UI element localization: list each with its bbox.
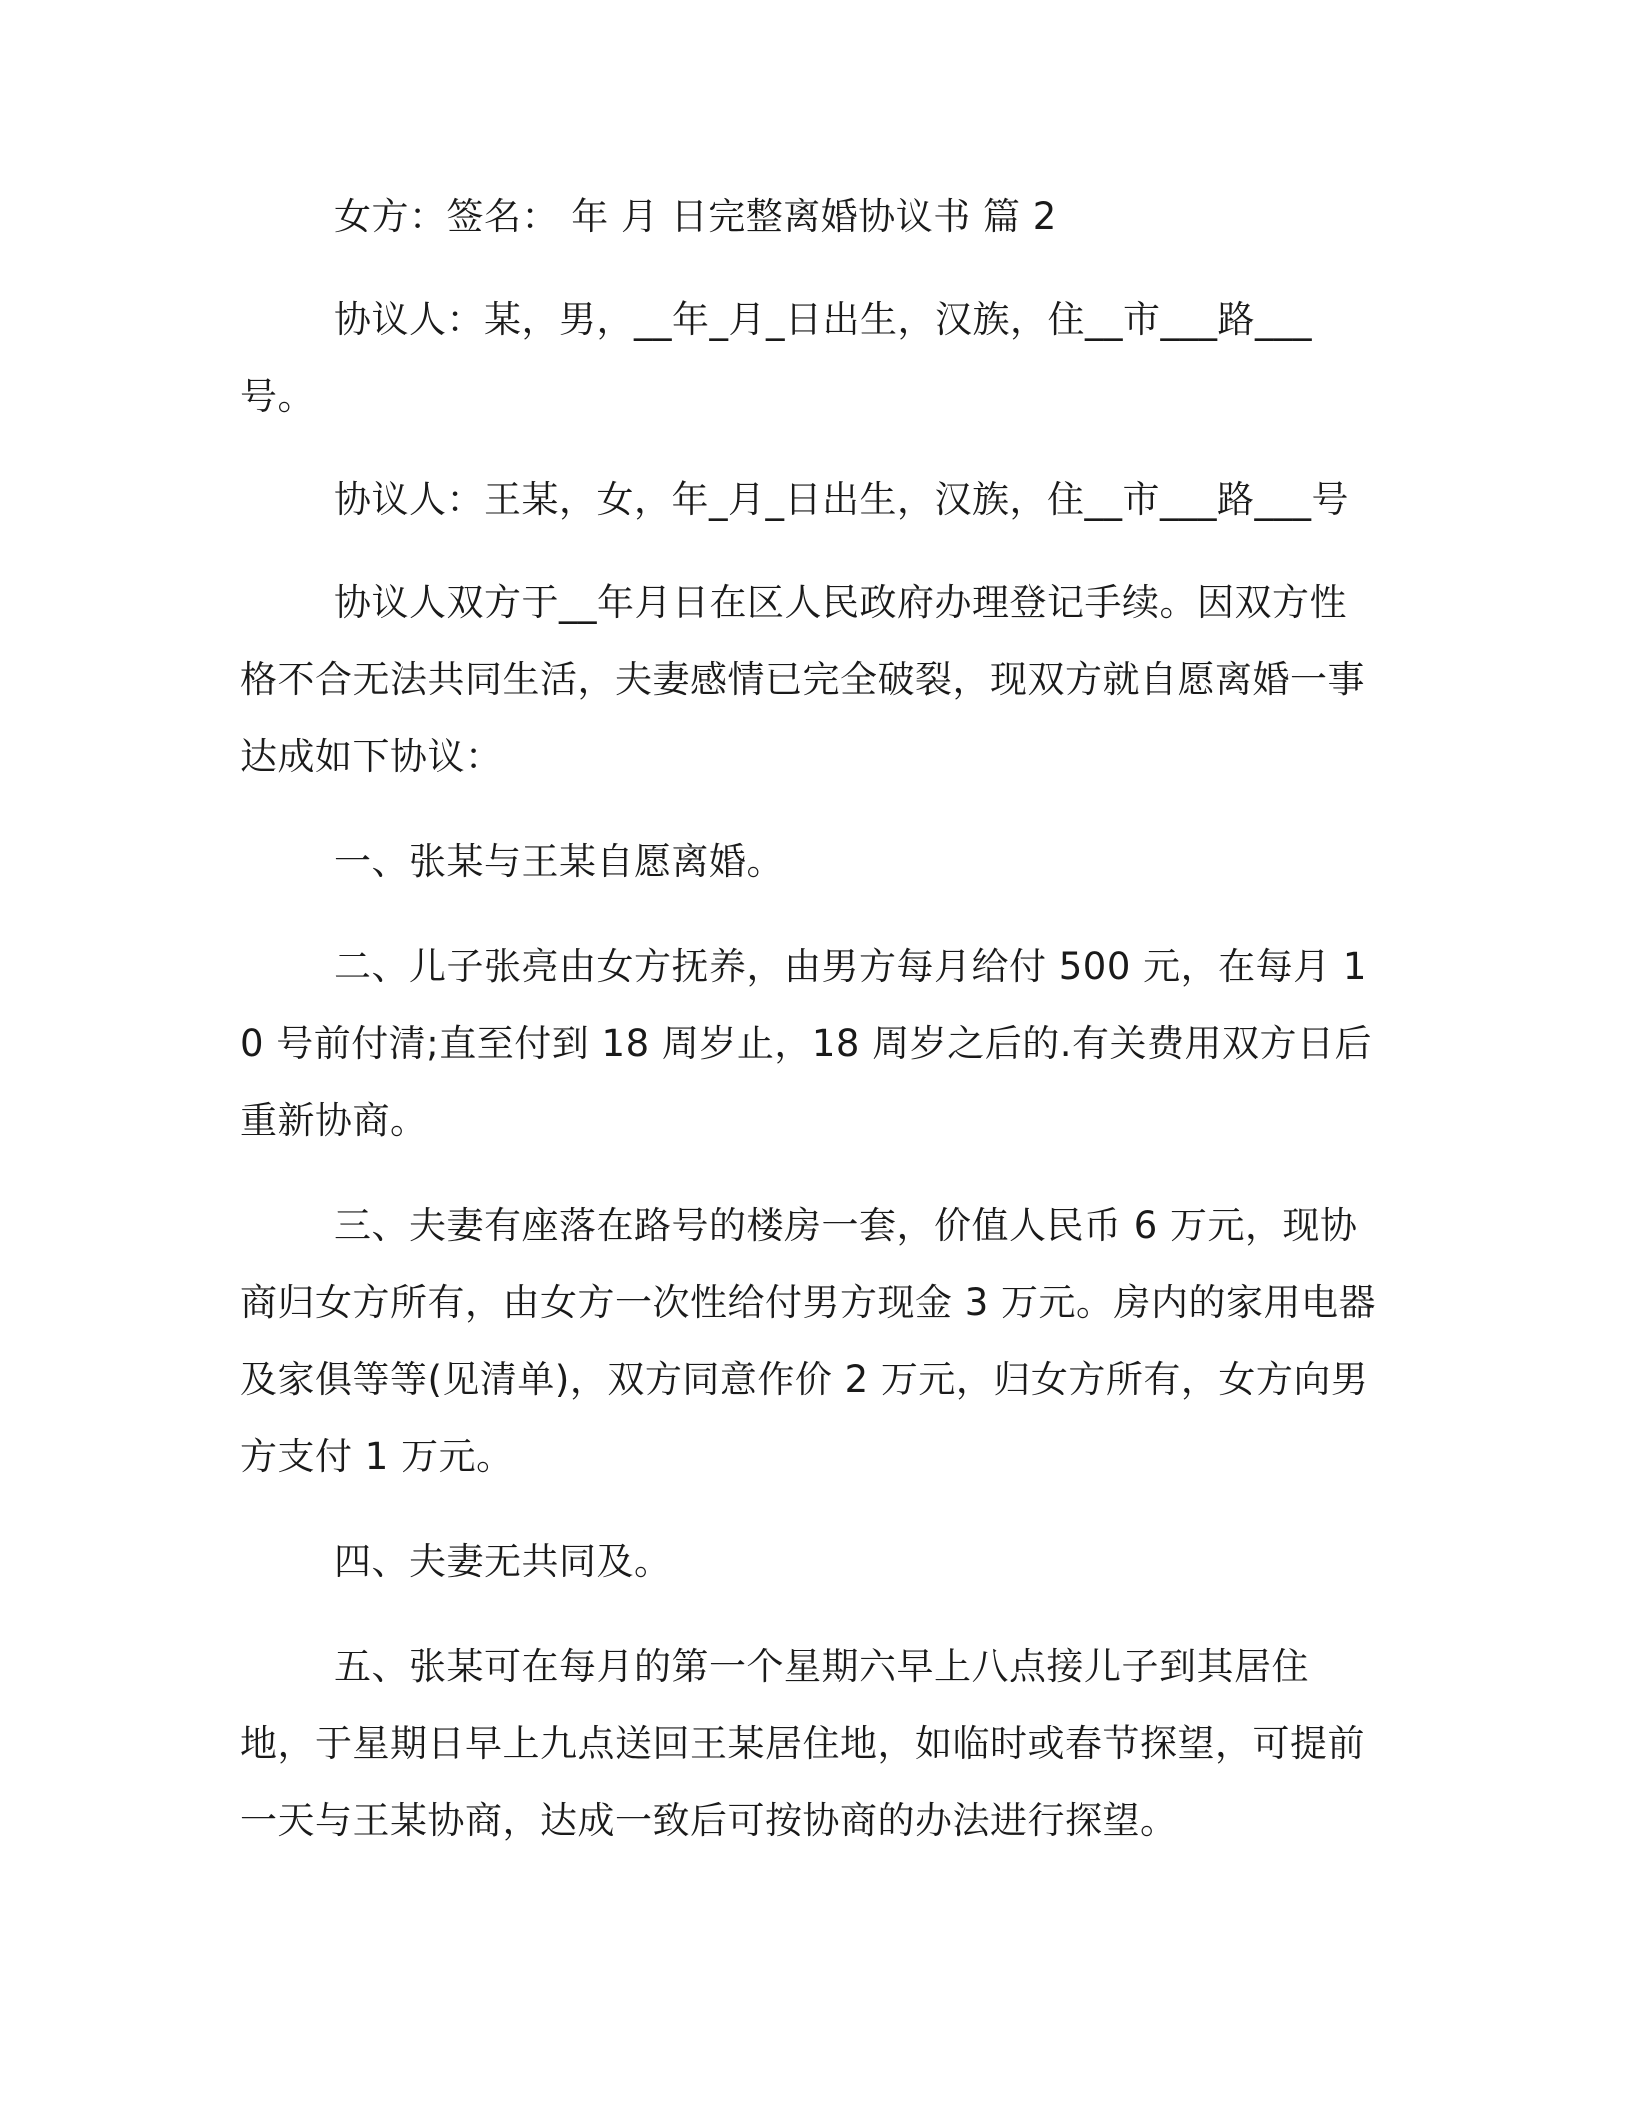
- spacer: [240, 795, 1382, 823]
- spacer: [240, 1600, 1382, 1628]
- party-b-info: 协议人：王某，女，年_月_日出生，汉族，住__市___路___号: [334, 478, 1349, 521]
- spacer: [240, 255, 1382, 281]
- document-body: [240, 178, 1382, 1859]
- signature-and-title-line: 女方：签名： 年 月 日完整离婚协议书 篇 2: [334, 195, 1057, 238]
- spacer: [240, 1159, 1382, 1187]
- spacer: [240, 435, 1382, 461]
- clause-2: 二、儿子张亮由女方抚养，由男方每月给付 500 元，在每月 10 号前付清;直至付到 18 周岁止，18 周岁之后的.有关费用双方日后重新协商。: [240, 945, 1372, 1142]
- clause-3: 三、夫妻有座落在路号的楼房一套，价值人民币 6 万元，现协商归女方所有，由女方一次性给付男方现金 3 万元。房内的家用电器及家俱等等(见清单)，双方同意作价 2 万元，归女方所有，女方向男方支付 1 万元。: [240, 1204, 1377, 1478]
- clause-5: 五、张某可在每月的第一个星期六早上八点接儿子到其居住地，于星期日早上九点送回王某居住地，如临时或春节探望，可提前一天与王某协商，达成一致后可按协商的办法进行探望。: [240, 1645, 1365, 1842]
- clause-4: 四、夫妻无共同及。: [334, 1540, 672, 1583]
- party-a-info: 协议人：某，男，__年_月_日出生，汉族，住__市___路___号。: [240, 298, 1312, 418]
- spacer: [240, 900, 1382, 928]
- agreement-preamble: 协议人双方于__年月日在区人民政府办理登记手续。因双方性格不合无法共同生活，夫妻感情已完全破裂，现双方就自愿离婚一事达成如下协议：: [240, 581, 1365, 778]
- clause-1: 一、张某与王某自愿离婚。: [334, 840, 784, 883]
- spacer: [240, 538, 1382, 564]
- spacer: [240, 1495, 1382, 1523]
